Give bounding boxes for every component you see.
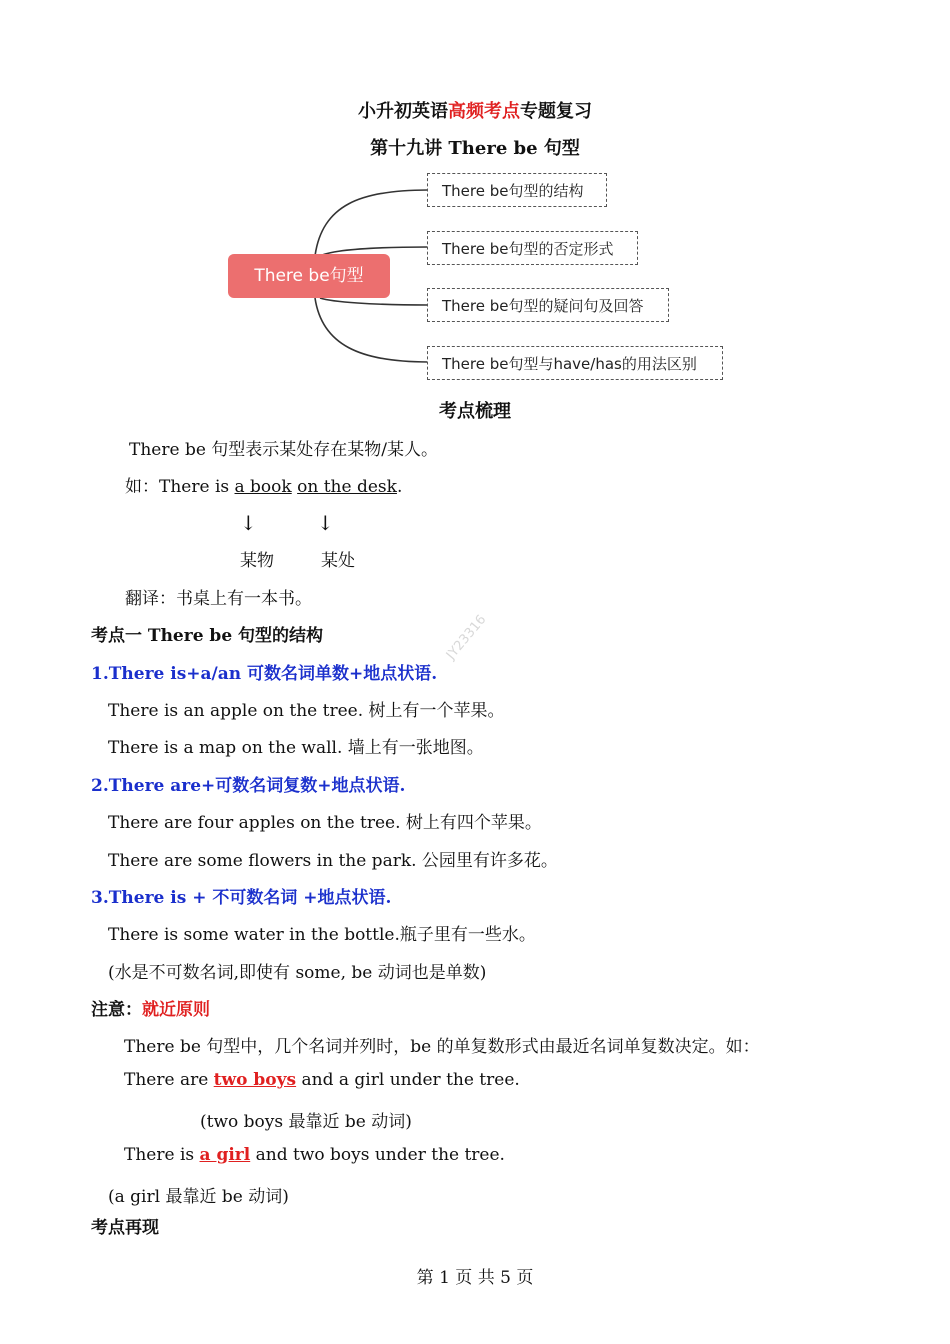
mindmap-branch-structure: There be句型的结构 (427, 173, 607, 207)
example-1a: There is an apple on the tree. 树上有一个苹果。 (108, 701, 505, 721)
example-2a: There are four apples on the tree. 树上有四个苹果。 (108, 813, 542, 833)
highlight-a-girl: a girl (199, 1145, 251, 1165)
example-place: on the desk (297, 477, 397, 497)
mindmap-branch-negative: There be句型的否定形式 (427, 231, 638, 265)
label-place: 某处 (321, 551, 355, 571)
label-thing: 某物 (240, 551, 274, 571)
note-heading: 注意：就近原则 (91, 1000, 210, 1020)
example-3a: There is some water in the bottle.瓶子里有一些水。 (108, 925, 536, 945)
translation-text: 翻译：书桌上有一本书。 (125, 589, 312, 609)
rule2: 2.There are+可数名词复数+地点状语. (91, 776, 406, 796)
section2-heading: 考点再现 (91, 1218, 159, 1238)
example-2b: There are some flowers in the park. 公园里有许多花。 (108, 851, 558, 871)
mindmap-branch-have-has: There be句型与have/has的用法区别 (427, 346, 723, 380)
section-title: 考点梳理 (439, 401, 511, 422)
arrow-place: ↓ (317, 511, 334, 535)
watermark: JY23316 (443, 612, 490, 663)
lecture-title: 第十九讲 There be 句型 (370, 138, 580, 159)
example-1b: There is a map on the wall. 墙上有一张地图。 (108, 738, 484, 758)
note-sentence-1-remark: (two boys 最靠近 be 动词) (200, 1112, 412, 1132)
title-highlight: 高频考点 (448, 101, 520, 122)
rule1: 1.There is+a/an 可数名词单数+地点状语. (91, 664, 438, 684)
page-title: 小升初英语高频考点专题复习 (358, 101, 592, 122)
note-description: There be 句型中，几个名词并列时，be 的单复数形式由最近名词单复数决定。如： (124, 1037, 760, 1057)
example-thing: a book (234, 477, 292, 497)
page-footer: 第 1 页 共 5 页 (416, 1268, 534, 1288)
rule3: 3.There is + 不可数名词 +地点状语. (91, 888, 392, 908)
arrow-thing: ↓ (240, 511, 257, 535)
note-sentence-1: There are two boys and a girl under the tree. (124, 1070, 520, 1090)
mindmap-branch-question: There be句型的疑问句及回答 (427, 288, 669, 322)
note-sentence-2-remark: (a girl 最靠近 be 动词) (108, 1187, 289, 1207)
example-sentence: 如：There is a book on the desk. (125, 477, 403, 497)
definition-text: There be 句型表示某处存在某物/某人。 (129, 440, 439, 460)
principle-label: 就近原则 (142, 1000, 210, 1020)
example-3b: (水是不可数名词,即使有 some, be 动词也是单数) (108, 963, 487, 983)
mindmap-root: There be句型 (228, 254, 390, 298)
point1-heading: 考点一 There be 句型的结构 (91, 626, 324, 646)
highlight-two-boys: two boys (213, 1070, 297, 1090)
note-sentence-2: There is a girl and two boys under the tree. (124, 1145, 505, 1165)
